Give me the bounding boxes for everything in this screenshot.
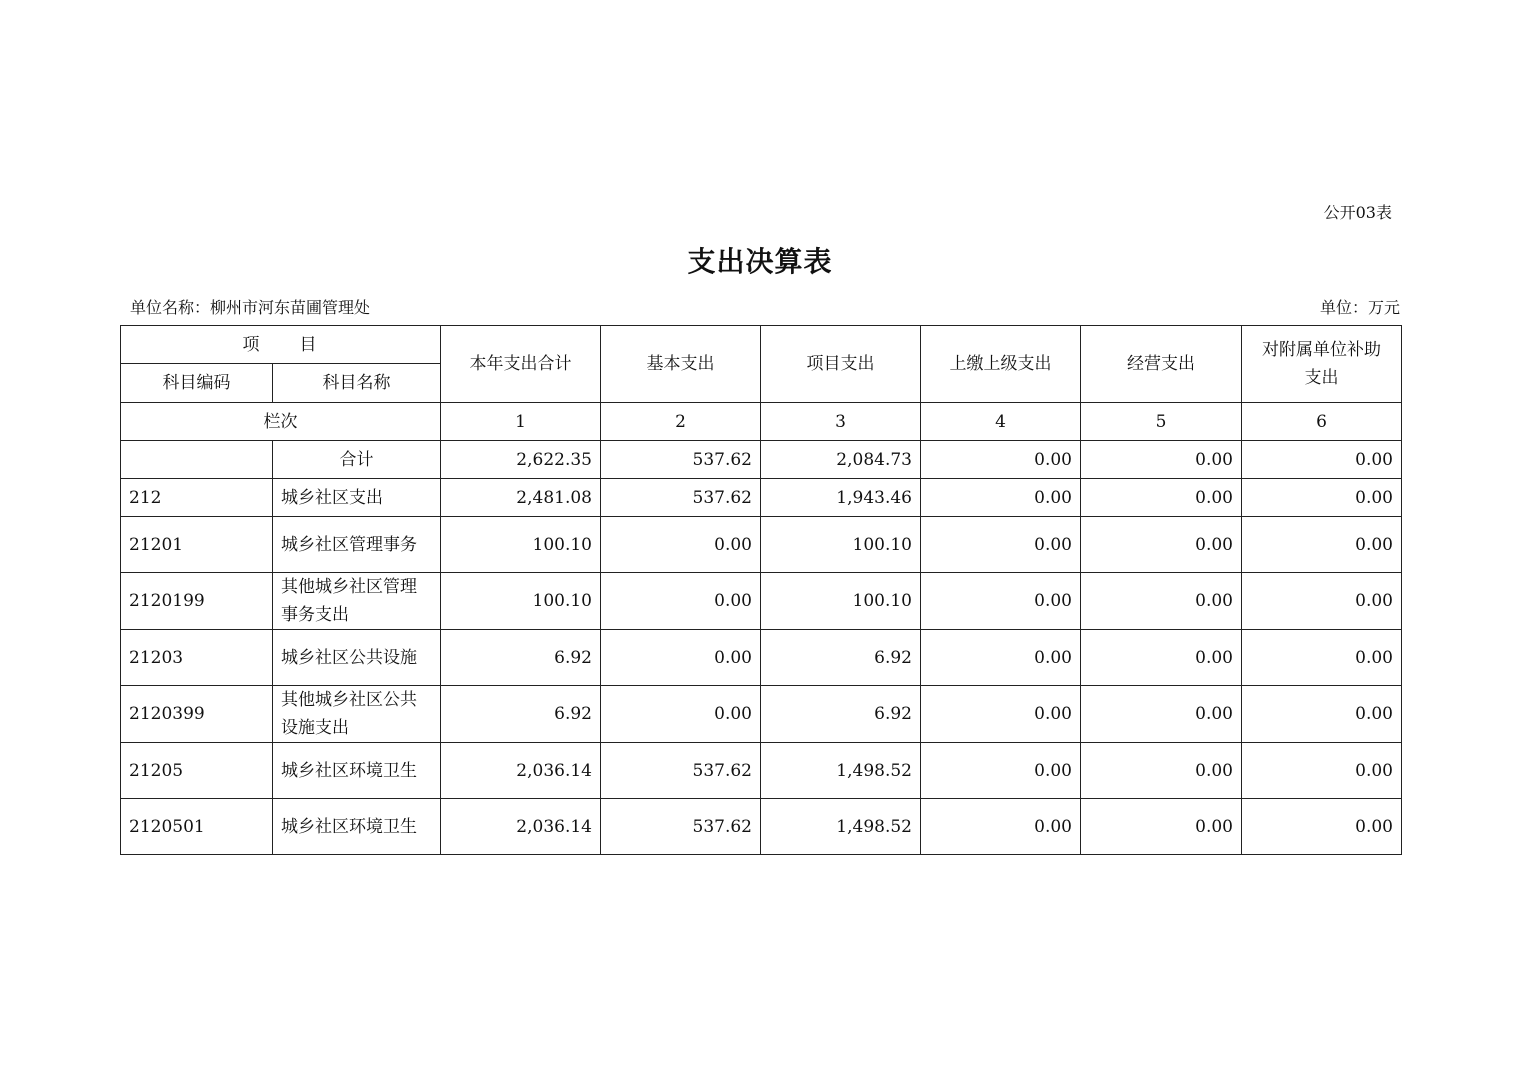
row-business: 0.00 (1081, 441, 1242, 479)
row-code: 21205 (121, 743, 273, 799)
row-subsidy: 0.00 (1242, 479, 1402, 517)
row-project: 100.10 (761, 517, 921, 573)
table-row (121, 479, 1402, 517)
row-project: 6.92 (761, 686, 921, 743)
row-upper: 0.00 (921, 441, 1081, 479)
row-basic: 537.62 (601, 441, 761, 479)
row-code: 21203 (121, 630, 273, 686)
row-upper: 0.00 (921, 630, 1081, 686)
unit-label: 单位：万元 (1319, 298, 1400, 317)
sequence-row (121, 403, 1402, 441)
row-name: 城乡社区环境卫生 (273, 743, 441, 799)
header-item: 项 目 (121, 326, 441, 364)
sequence-cell: 3 (761, 403, 921, 441)
header-total: 本年支出合计 (441, 326, 601, 403)
sequence-cell: 2 (601, 403, 761, 441)
table-row-total (121, 441, 1402, 479)
row-basic: 537.62 (601, 799, 761, 855)
sequence-cell: 1 (441, 403, 601, 441)
row-total: 2,481.08 (441, 479, 601, 517)
row-business: 0.00 (1081, 743, 1242, 799)
row-business: 0.00 (1081, 573, 1242, 630)
table-row (121, 743, 1402, 799)
row-upper: 0.00 (921, 799, 1081, 855)
row-business: 0.00 (1081, 517, 1242, 573)
row-basic: 0.00 (601, 686, 761, 743)
row-upper: 0.00 (921, 517, 1081, 573)
row-basic: 537.62 (601, 743, 761, 799)
row-subsidy: 0.00 (1242, 799, 1402, 855)
table-row (121, 517, 1402, 573)
row-name: 合计 (273, 441, 441, 479)
header-name: 科目名称 (273, 364, 441, 403)
row-total: 100.10 (441, 573, 601, 630)
table-row (121, 686, 1402, 743)
unit-name: 单位名称：柳州市河东苗圃管理处 (130, 298, 371, 317)
row-code: 2120199 (121, 573, 273, 630)
row-business: 0.00 (1081, 799, 1242, 855)
row-total: 6.92 (441, 686, 601, 743)
row-business: 0.00 (1081, 479, 1242, 517)
row-name: 城乡社区公共设施 (273, 630, 441, 686)
row-project: 6.92 (761, 630, 921, 686)
row-upper: 0.00 (921, 573, 1081, 630)
row-business: 0.00 (1081, 686, 1242, 743)
row-subsidy: 0.00 (1242, 517, 1402, 573)
row-project: 1,498.52 (761, 799, 921, 855)
row-code: 212 (121, 479, 273, 517)
sequence-label: 栏次 (121, 403, 441, 441)
row-upper: 0.00 (921, 743, 1081, 799)
row-total: 2,036.14 (441, 799, 601, 855)
row-project: 1,943.46 (761, 479, 921, 517)
header-basic: 基本支出 (601, 326, 761, 403)
row-basic: 537.62 (601, 479, 761, 517)
row-basic: 0.00 (601, 573, 761, 630)
row-subsidy: 0.00 (1242, 743, 1402, 799)
header-business: 经营支出 (1081, 326, 1242, 403)
row-code (121, 441, 273, 479)
row-basic: 0.00 (601, 630, 761, 686)
row-upper: 0.00 (921, 686, 1081, 743)
header-upper: 上缴上级支出 (921, 326, 1081, 403)
row-project: 100.10 (761, 573, 921, 630)
sequence-cell: 5 (1081, 403, 1242, 441)
header-row-1 (121, 326, 1402, 364)
header-code: 科目编码 (121, 364, 273, 403)
sequence-cell: 4 (921, 403, 1081, 441)
row-upper: 0.00 (921, 479, 1081, 517)
header-project: 项目支出 (761, 326, 921, 403)
page-title: 支出决算表 (687, 245, 833, 278)
row-subsidy: 0.00 (1242, 573, 1402, 630)
row-name: 其他城乡社区公共设施支出 (273, 686, 441, 743)
row-subsidy: 0.00 (1242, 630, 1402, 686)
row-basic: 0.00 (601, 517, 761, 573)
row-total: 2,622.35 (441, 441, 601, 479)
row-code: 2120501 (121, 799, 273, 855)
row-total: 6.92 (441, 630, 601, 686)
row-code: 21201 (121, 517, 273, 573)
row-total: 2,036.14 (441, 743, 601, 799)
row-name: 城乡社区管理事务 (273, 517, 441, 573)
row-name: 其他城乡社区管理事务支出 (273, 573, 441, 630)
row-business: 0.00 (1081, 630, 1242, 686)
expenditure-table (120, 325, 1402, 855)
row-name: 城乡社区支出 (273, 479, 441, 517)
row-name: 城乡社区环境卫生 (273, 799, 441, 855)
table-row (121, 799, 1402, 855)
row-project: 2,084.73 (761, 441, 921, 479)
row-subsidy: 0.00 (1242, 441, 1402, 479)
header-subsidy: 对附属单位补助支出 (1242, 326, 1402, 403)
row-subsidy: 0.00 (1242, 686, 1402, 743)
row-code: 2120399 (121, 686, 273, 743)
row-project: 1,498.52 (761, 743, 921, 799)
form-number: 公开03表 (1323, 203, 1392, 222)
row-total: 100.10 (441, 517, 601, 573)
sequence-cell: 6 (1242, 403, 1402, 441)
table-row (121, 630, 1402, 686)
table-row (121, 573, 1402, 630)
